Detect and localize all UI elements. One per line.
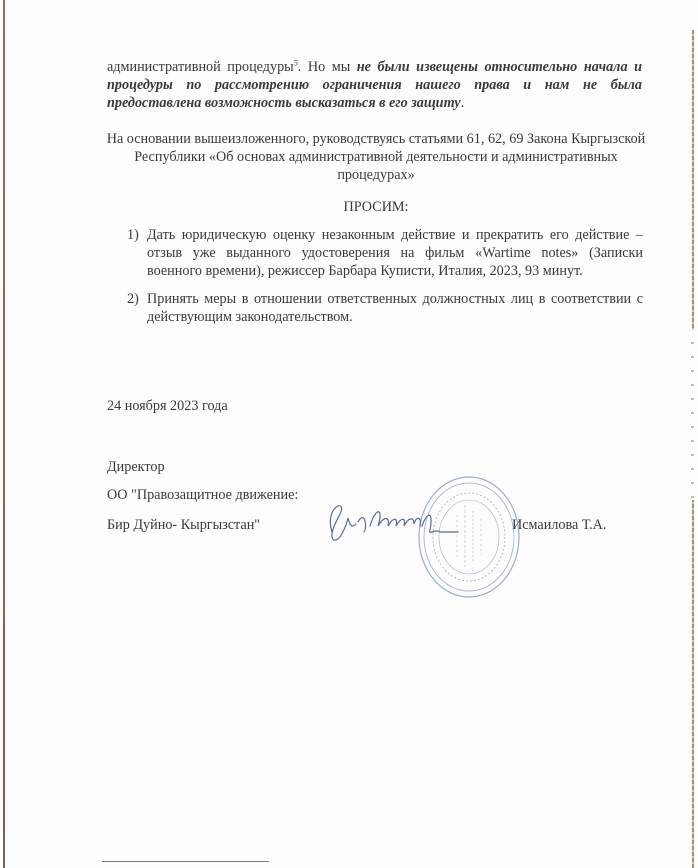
request-heading: ПРОСИМ: <box>343 199 409 215</box>
request-list <box>127 226 643 336</box>
request-number: 1) <box>127 227 139 243</box>
paragraph-emphasis: не были извещены относительно начала и процедуры по рассмотрению ограничения нашего права и нам не была предоставлена возможность высказаться в его защиту <box>107 59 642 111</box>
handwritten-signature <box>318 496 468 546</box>
paragraph-text-end: . <box>460 95 465 111</box>
paragraph-legal-basis: На основании вышеизложенного, руководствуясь статьями 61, 62, 69 Закона Кыргызской Республики «Об основах административной деятельности и административных процедурах» <box>106 131 646 183</box>
paragraph-text-mid: . Но мы <box>297 59 357 75</box>
page-right-edge-dots <box>691 330 694 500</box>
signatory-name: Исмаилова Т.А. <box>512 517 607 533</box>
signatory-org-line2: Бир Дуйно- Кыргызстан" <box>107 517 261 533</box>
request-item <box>127 226 643 280</box>
paragraph-notification <box>107 58 642 112</box>
document-date: 24 ноября 2023 года <box>107 398 228 414</box>
footnote-reference: 5 <box>293 58 298 68</box>
signatory-org-line1: ОО "Правозащитное движение: <box>107 487 299 503</box>
request-item <box>127 290 643 326</box>
footnote-separator <box>102 861 269 862</box>
signatory-title: Директор <box>107 459 165 475</box>
paragraph-text-start: административной процедуры <box>107 59 294 75</box>
request-text: Принять меры в отношении ответственных должностных лиц в соответствии с действующим законодательством. <box>147 291 643 325</box>
request-text: Дать юридическую оценку незаконным действие и прекратить его действие – отзыв уже выданного удостоверения на фильм «Wartime notes» (Записки военного времени), режиссер Барбара Куписти, Италия, 2023, 93 минут. <box>147 227 643 279</box>
request-number: 2) <box>127 291 139 307</box>
page-left-edge <box>3 0 5 868</box>
